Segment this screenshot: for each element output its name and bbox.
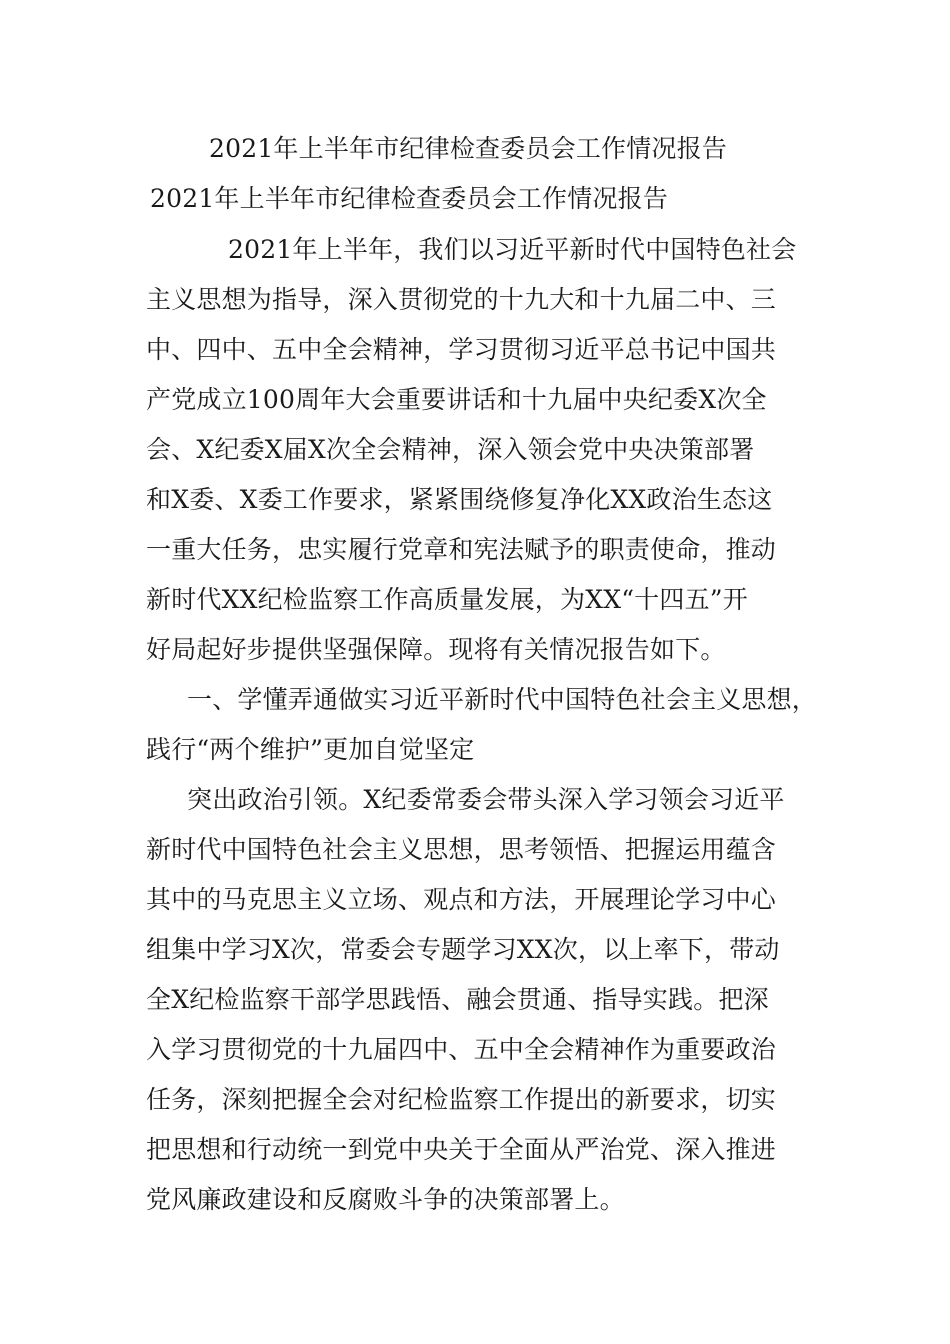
paragraph-line: 全X纪检监察干部学思践悟、融会贯通、指导实践。把深 bbox=[146, 985, 769, 1014]
paragraph-line: 把思想和行动统一到党中央关于全面从严治党、深入推进 bbox=[146, 1135, 777, 1164]
document-title: 2021年上半年市纪律检查委员会工作情况报告 bbox=[209, 134, 728, 163]
paragraph-line: 新时代中国特色社会主义思想，思考领悟、把握运用蕴含 bbox=[146, 835, 777, 864]
paragraph-line: 其中的马克思主义立场、观点和方法，开展理论学习中心 bbox=[146, 885, 777, 914]
paragraph-line: 入学习贯彻党的十九届四中、五中全会精神作为重要政治 bbox=[146, 1035, 777, 1064]
paragraph-line: 产党成立100周年大会重要讲话和十九届中央纪委X次全 bbox=[146, 385, 767, 414]
paragraph-line: 组集中学习X次，常委会专题学习XX次，以上率下，带动 bbox=[146, 935, 780, 964]
paragraph-line: 2021年上半年，我们以习近平新时代中国特色社会 bbox=[228, 235, 797, 264]
paragraph-line: 主义思想为指导，深入贯彻党的十九大和十九届二中、三 bbox=[146, 285, 777, 314]
paragraph-line: 党风廉政建设和反腐败斗争的决策部署上。 bbox=[146, 1185, 625, 1214]
section-heading-line: 践行“两个维护”更加自觉坚定 bbox=[146, 735, 475, 764]
paragraph-line: 中、四中、五中全会精神，学习贯彻习近平总书记中国共 bbox=[146, 335, 777, 364]
paragraph-line: 突出政治引领。X纪委常委会带头深入学习领会习近平 bbox=[187, 785, 785, 814]
paragraph-line: 好局起好步提供坚强保障。现将有关情况报告如下。 bbox=[146, 635, 726, 664]
paragraph-line: 任务，深刻把握全会对纪检监察工作提出的新要求，切实 bbox=[146, 1085, 777, 1114]
document-subtitle: 2021年上半年市纪律检查委员会工作情况报告 bbox=[150, 184, 669, 213]
section-heading-line: 一、学懂弄通做实习近平新时代中国特色社会主义思想， bbox=[187, 685, 818, 714]
paragraph-line: 和X委、X委工作要求，紧紧围绕修复净化XX政治生态这 bbox=[146, 485, 773, 514]
paragraph-line: 会、X纪委X届X次全会精神，深入领会党中央决策部署 bbox=[146, 435, 755, 464]
paragraph-line: 一重大任务，忠实履行党章和宪法赋予的职责使命，推动 bbox=[146, 535, 777, 564]
paragraph-line: 新时代XX纪检监察工作高质量发展，为XX“十四五”开 bbox=[146, 585, 748, 614]
